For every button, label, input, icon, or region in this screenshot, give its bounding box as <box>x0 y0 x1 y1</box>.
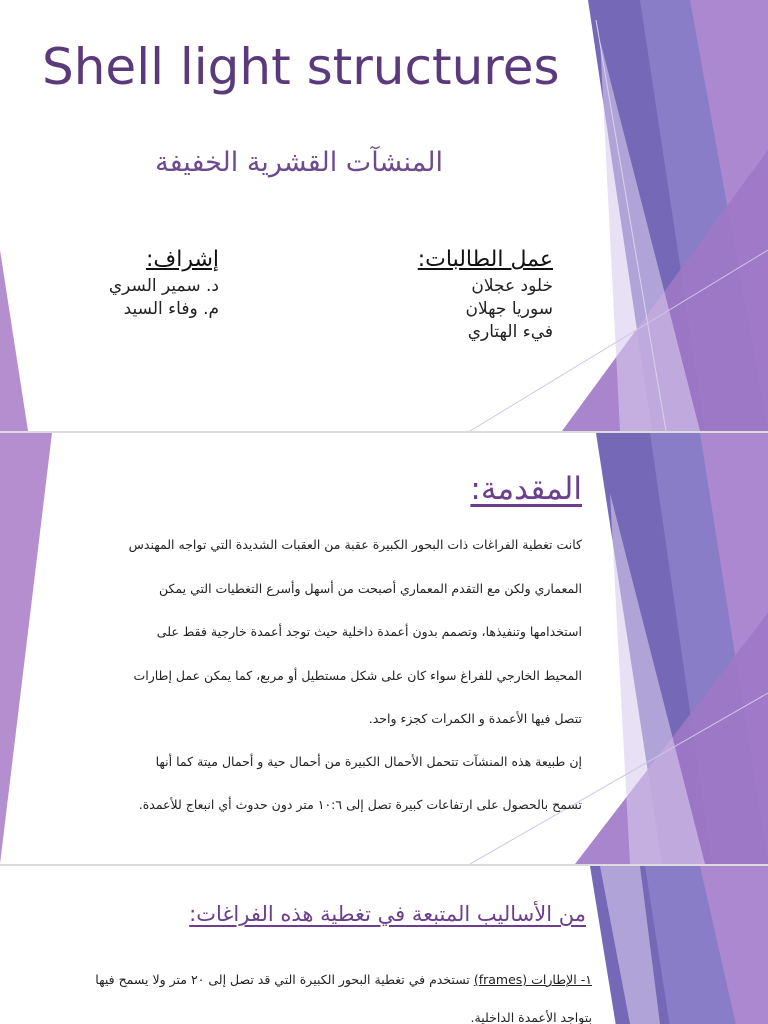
supervisor-name: د. سمير السري <box>108 276 219 296</box>
paragraph-line: استخدامها وتنفيذها، وتصمم بدون أعمدة داخلية حيث توجد أعمدة خارجية فقط على <box>156 624 582 639</box>
paragraph-line: المعماري ولكن مع التقدم المعماري أصبحت من أسهل وأسرع التغطيات التي يمكن <box>159 581 582 596</box>
paragraph-line: تتصل فيها الأعمدة و الكمرات كجزء واحد. <box>368 711 582 726</box>
left-accent-triangle <box>0 433 52 864</box>
list-item-text: تستخدم في تغطية البحور الكبيرة التي قد تصل إلى ٢٠ متر ولا يسمح فيها <box>95 972 474 987</box>
students-block <box>418 245 553 344</box>
paragraph-line: إن طبيعة هذه المنشآت تتحمل الأحمال الكبيرة من أحمال حية و أحمال ميتة كما أنها <box>155 754 582 769</box>
student-name: خلود عجلان <box>471 276 553 296</box>
introduction-slide <box>0 433 768 864</box>
paragraph-line: المحيط الخارجي للفراغ سواء كان على شكل مستطيل أو مربع، كما يمكن عمل إطارات <box>133 668 582 683</box>
students-heading: عمل الطالبات: <box>417 247 553 272</box>
paragraph-line: تسمح بالحصول على ارتفاعات كبيرة تصل إلى ١٠:٦ متر دون حدوث أي انبعاج للأعمدة. <box>138 797 582 812</box>
title-slide <box>0 0 768 431</box>
supervision-heading: إشراف: <box>145 247 219 272</box>
student-name: سوريا جهلان <box>465 299 553 319</box>
methods-slide <box>0 866 768 1024</box>
arabic-subtitle: المنشآت القشرية الخفيفة <box>155 147 443 178</box>
list-item-continuation: بتواجد الأعمدة الداخلية. <box>470 1010 592 1024</box>
section-heading: من الأساليب المتبعة في تغطية هذه الفراغات: <box>189 902 586 926</box>
supervisor-name: م. وفاء السيد <box>123 299 219 319</box>
left-accent-triangle <box>0 250 28 431</box>
paragraph-line: كانت تغطية الفراغات ذات البحور الكبيرة عقبة من العقبات الشديدة التي تواجه المهندس <box>128 537 582 552</box>
page-title: Shell light structures <box>42 38 560 96</box>
slide-decoration <box>0 866 768 1024</box>
list-item-label: ١- الإطارات (frames) <box>473 972 592 987</box>
section-heading: المقدمة: <box>470 471 582 507</box>
supervision-block <box>109 245 219 321</box>
list-item <box>95 972 592 987</box>
student-name: فيء الهتاري <box>467 322 553 342</box>
